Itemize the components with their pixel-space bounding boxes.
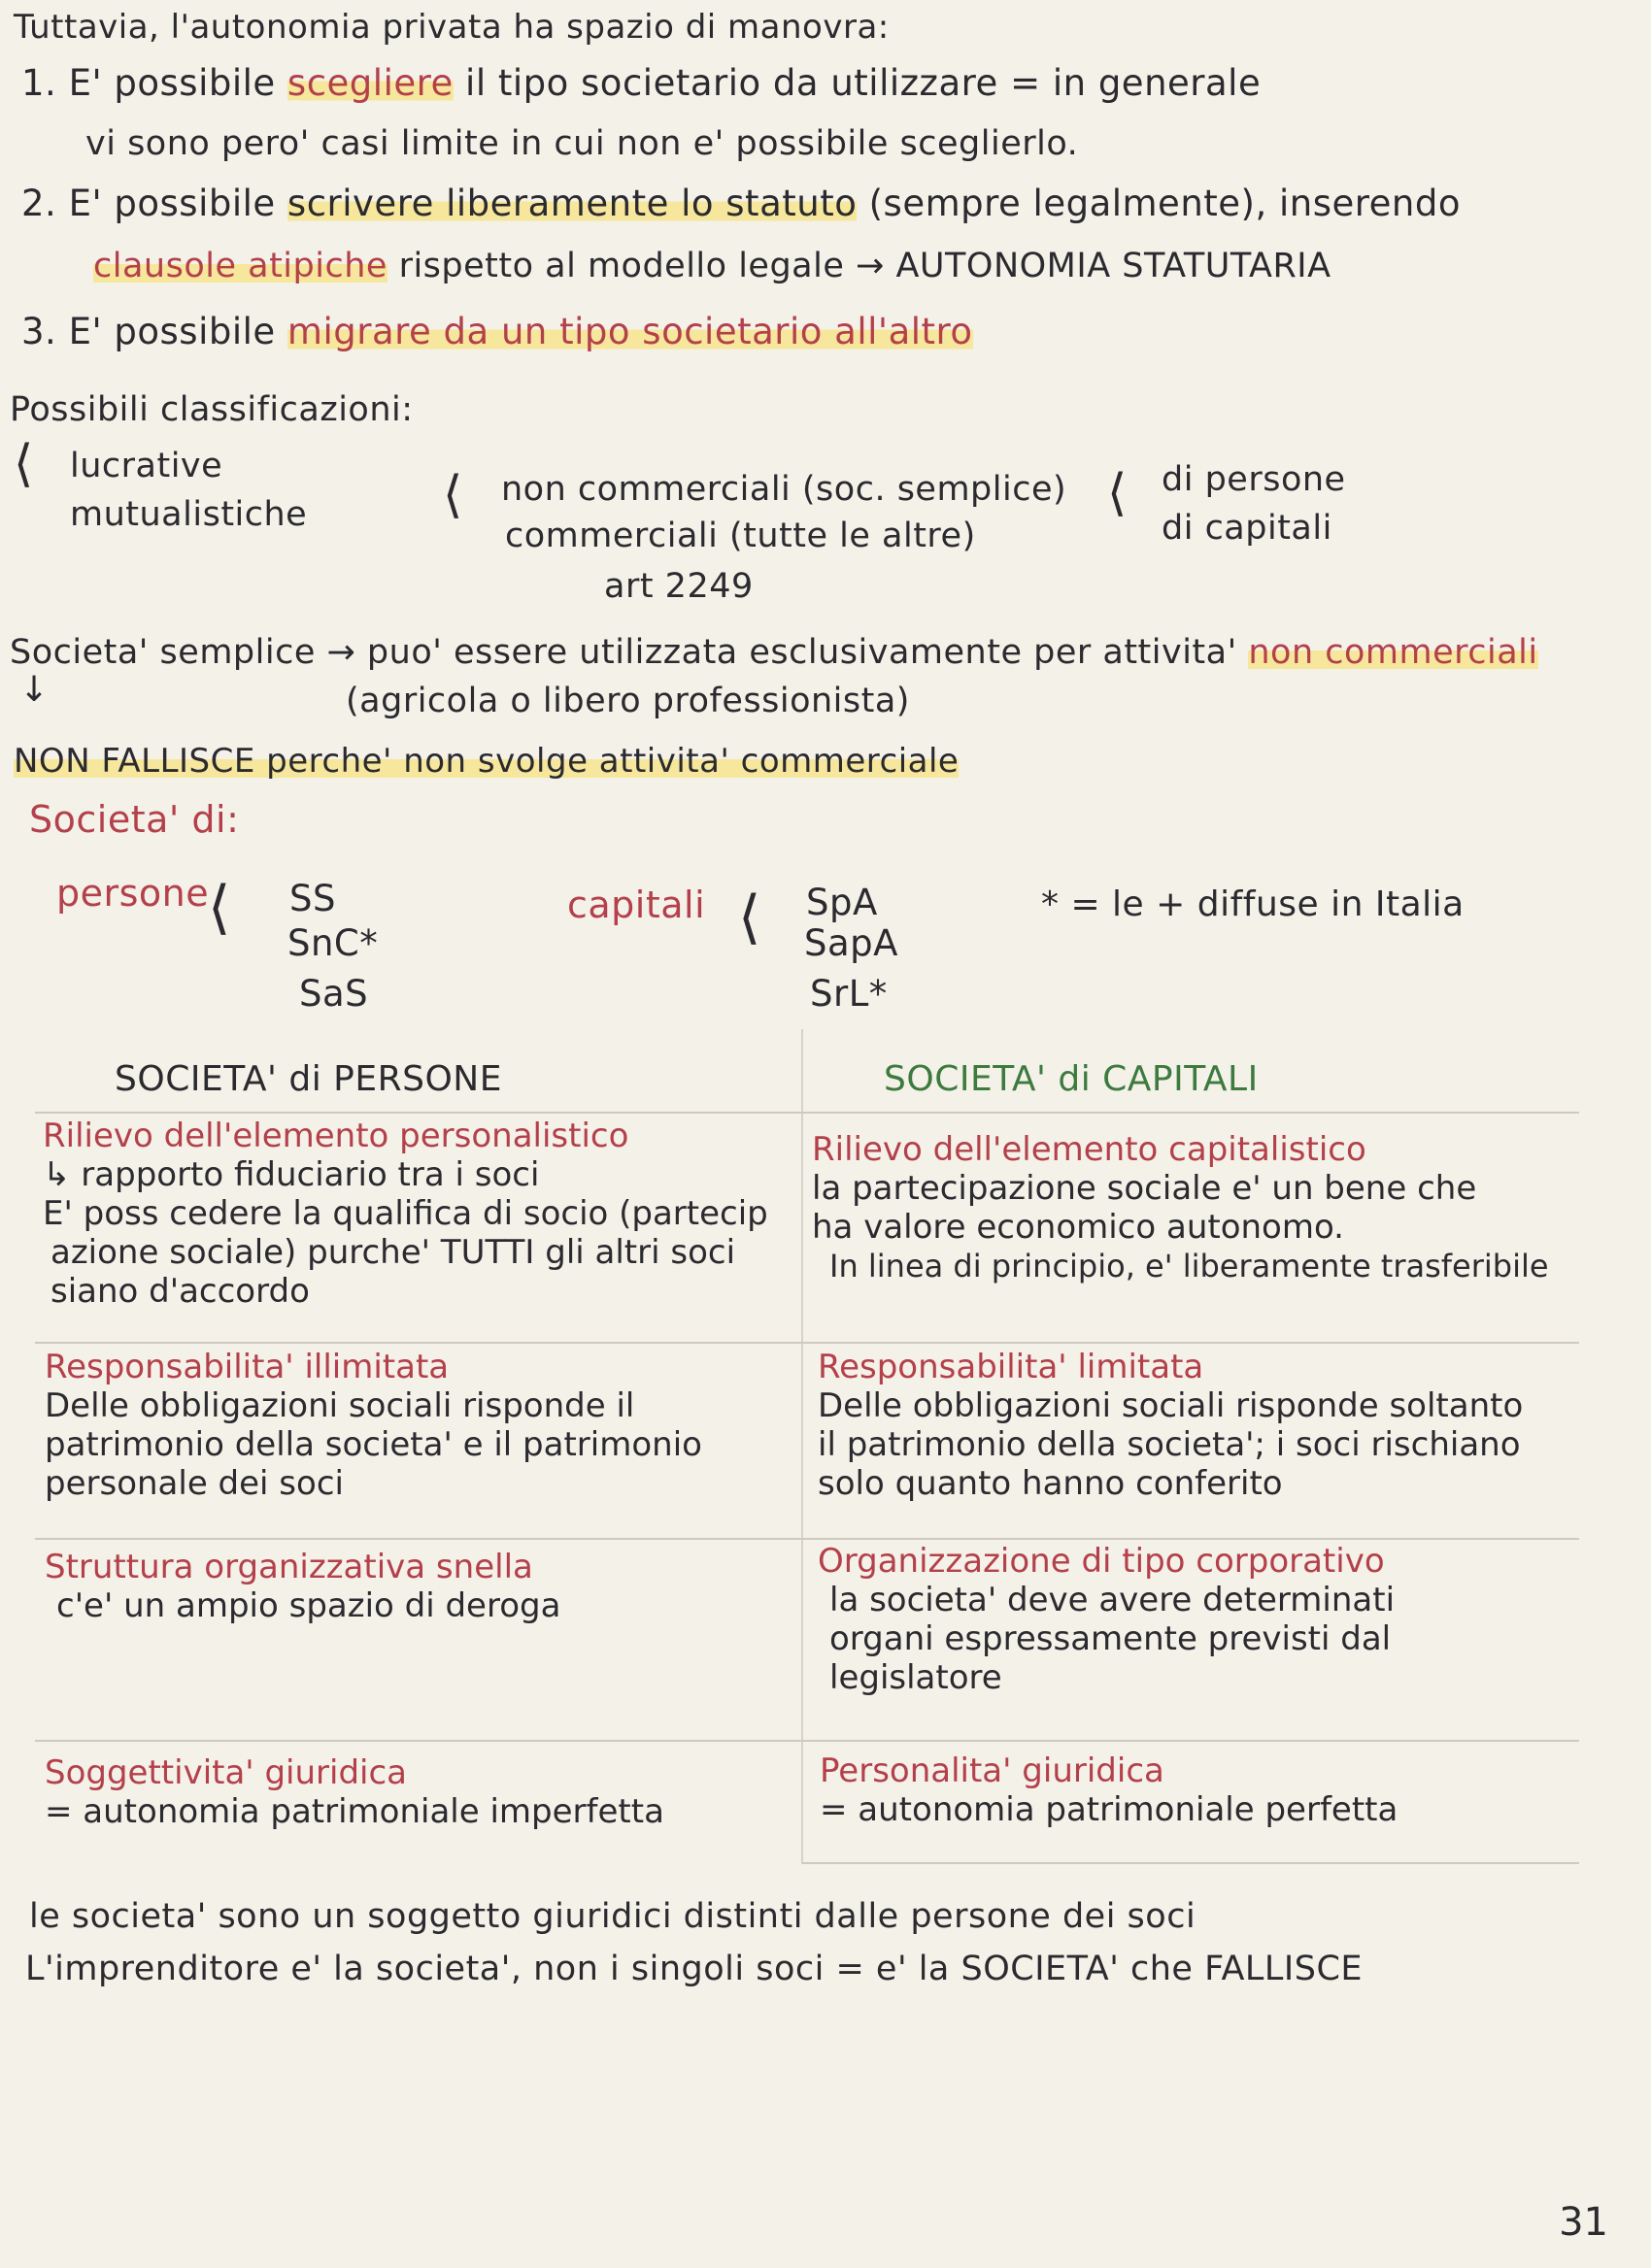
- point-highlight: scrivere liberamente lo statuto: [286, 183, 858, 224]
- point-1: [21, 60, 1261, 107]
- capitali-label: capitali: [567, 884, 706, 926]
- bracket-icon: ⟨: [14, 435, 34, 493]
- point-text: E' possibile: [68, 62, 287, 104]
- point-text: E' possibile: [68, 311, 287, 352]
- class-capitali: di capitali: [1162, 509, 1332, 548]
- class-commerciali: commerciali (tutte le altre): [505, 517, 976, 555]
- table-rule: [35, 1112, 1579, 1114]
- point-highlight: migrare da un tipo societario all'altro: [286, 311, 973, 352]
- semplice-line: [10, 629, 1538, 676]
- row4-right: [820, 1751, 1398, 1829]
- non-fallisce-text: NON FALLISCE perche' non svolge attivita' commerciale: [14, 742, 960, 781]
- cell-title: Struttura organizzativa snella: [45, 1548, 533, 1586]
- point-text: il tipo societario da utilizzare = in generale: [453, 62, 1262, 104]
- types-title: Societa' di:: [29, 798, 240, 841]
- point-text: rispetto al modello legale: [387, 247, 845, 285]
- cell-title: Soggettivita' giuridica: [45, 1753, 408, 1792]
- type-snc: SnC*: [287, 922, 379, 964]
- point-number: 3.: [21, 311, 57, 352]
- cell-line: Delle obbligazioni sociali risponde soltanto: [818, 1386, 1524, 1425]
- semplice-detail: (agricola o libero professionista): [346, 682, 910, 720]
- cell-line: patrimonio della societa' e il patrimonio: [45, 1425, 702, 1464]
- closing-line-1: le societa' sono un soggetto giuridici distinti dalle persone dei soci: [29, 1897, 1196, 1936]
- row3-right: [818, 1542, 1395, 1697]
- cell-line: la societa' deve avere determinati: [829, 1581, 1396, 1619]
- point-text: (sempre legalmente), inserendo: [857, 183, 1462, 224]
- header-capitali: SOCIETA' di CAPITALI: [884, 1059, 1259, 1099]
- cell-line: siano d'accordo: [51, 1272, 310, 1311]
- closing-line-2: L'imprenditore e' la societa', non i singoli soci = e' la SOCIETA' che FALLISCE: [25, 1950, 1364, 1988]
- intro-line: Tuttavia, l'autonomia privata ha spazio di manovra:: [14, 8, 890, 47]
- cell-title: Rilievo dell'elemento personalistico: [43, 1117, 629, 1155]
- point-highlight: scegliere: [286, 62, 454, 104]
- cell-line: In linea di principio, e' liberamente trasferibile: [829, 1248, 1549, 1284]
- cell-line: ↳ rapporto fiduciario tra i soci: [43, 1155, 540, 1194]
- point-number: 1.: [21, 62, 57, 104]
- cell-title: Responsabilita' illimitata: [45, 1348, 450, 1386]
- table-rule: [802, 1862, 1579, 1864]
- type-sas: SaS: [299, 973, 369, 1015]
- semplice-highlight: non commerciali: [1248, 633, 1538, 672]
- type-sapa: SapA: [804, 922, 898, 964]
- cell-line: solo quanto hanno conferito: [818, 1464, 1283, 1503]
- cell-line: la partecipazione sociale e' un bene che: [812, 1169, 1477, 1208]
- point-1-continuation: vi sono pero' casi limite in cui non e' possibile sceglierlo.: [85, 124, 1079, 163]
- row3-left: [45, 1548, 560, 1625]
- cell-title: Organizzazione di tipo corporativo: [818, 1542, 1385, 1581]
- article-reference: art 2249: [604, 567, 754, 606]
- cell-title: Personalita' giuridica: [820, 1751, 1164, 1790]
- point-2-continuation: [93, 243, 1331, 289]
- type-srl: SrL*: [810, 973, 888, 1015]
- class-mutualistiche: mutualistiche: [70, 495, 308, 534]
- non-fallisce-line: [14, 738, 959, 784]
- bracket-icon: ⟨: [443, 466, 463, 524]
- bracket-icon: ⟨: [1107, 464, 1128, 522]
- cell-line: il patrimonio della societa'; i soci rischiano: [818, 1425, 1521, 1464]
- persone-label: persone: [56, 872, 210, 915]
- bracket-icon: ⟨: [208, 874, 231, 942]
- cell-line: c'e' un ampio spazio di deroga: [56, 1586, 561, 1625]
- header-persone: SOCIETA' di PERSONE: [115, 1059, 502, 1099]
- row2-right: [818, 1348, 1523, 1503]
- type-ss: SS: [289, 878, 336, 919]
- bracket-icon: ⟨: [738, 884, 761, 951]
- cell-line: personale dei soci: [45, 1464, 344, 1503]
- table-divider: [801, 1029, 803, 1864]
- cell-line: E' poss cedere la qualifica di socio (partecip: [43, 1194, 768, 1233]
- type-spa: SpA: [806, 882, 878, 923]
- cell-line: legislatore: [829, 1658, 1002, 1697]
- table-rule: [35, 1342, 1579, 1344]
- class-non-commerciali: non commerciali (soc. semplice): [501, 470, 1067, 509]
- table-rule: [35, 1740, 1579, 1742]
- point-text: E' possibile: [68, 183, 287, 224]
- class-persone: di persone: [1162, 460, 1346, 499]
- point-2: [21, 181, 1461, 227]
- class-lucrative: lucrative: [70, 447, 223, 485]
- cell-line: ha valore economico autonomo.: [812, 1208, 1344, 1247]
- cell-line: organi espressamente previsti dal: [829, 1619, 1392, 1658]
- cell-title: Responsabilita' limitata: [818, 1348, 1204, 1386]
- types-note: * = le + diffuse in Italia: [1041, 884, 1465, 924]
- row1-left: [43, 1117, 768, 1311]
- row1-right: [812, 1130, 1549, 1285]
- page-number: 31: [1559, 2200, 1608, 2245]
- atypical-clauses: clausole atipiche: [93, 247, 387, 285]
- cell-line: = autonomia patrimoniale imperfetta: [45, 1792, 664, 1831]
- classifications-title: Possibili classificazioni:: [10, 390, 414, 429]
- row2-left: [45, 1348, 702, 1503]
- down-arrow-icon: ↓: [19, 670, 50, 710]
- row4-left: [45, 1753, 664, 1831]
- cell-line: = autonomia patrimoniale perfetta: [820, 1790, 1398, 1829]
- semplice-text: Societa' semplice → puo' essere utilizzata esclusivamente per attivita': [10, 633, 1237, 672]
- cell-title: Rilievo dell'elemento capitalistico: [812, 1130, 1366, 1169]
- table-rule: [35, 1538, 1579, 1540]
- point-number: 2.: [21, 183, 57, 224]
- cell-line: azione sociale) purche' TUTTI gli altri soci: [51, 1233, 736, 1272]
- point-3: [21, 309, 973, 355]
- autonomia-statutaria: → AUTONOMIA STATUTARIA: [844, 247, 1331, 285]
- cell-line: Delle obbligazioni sociali risponde il: [45, 1386, 635, 1425]
